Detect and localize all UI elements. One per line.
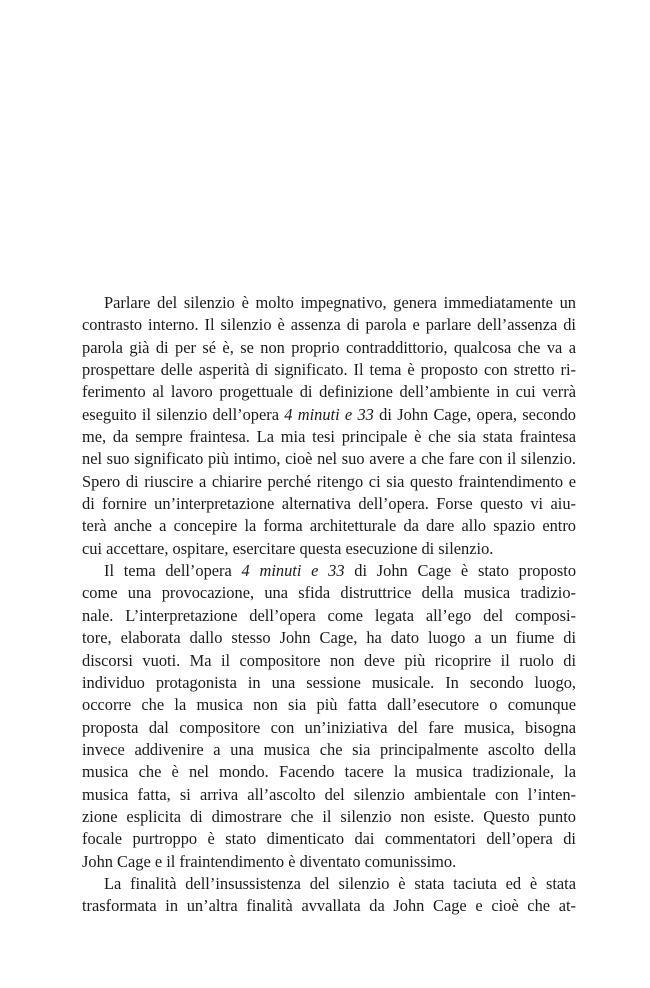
text-line — [82, 717, 576, 739]
text-run: musica fatta, si arriva all’ascolto del silenzio ambientale con l’inten- — [82, 784, 576, 804]
text-line — [82, 784, 576, 806]
text-run: La finalità dell’insussistenza del silenzio è stata taciuta ed è stata — [104, 873, 576, 893]
text-run: contrasto interno. Il silenzio è assenza di parola e parlare dell’assenza di — [82, 315, 576, 335]
text-run: zione esplicita di dimostrare che il silenzio non esiste. Questo punto — [82, 806, 576, 826]
text-run: Parlare del silenzio è molto impegnativo, genera immediatamente un — [104, 293, 576, 312]
text-line — [82, 605, 576, 627]
text-line — [82, 851, 576, 873]
text-run: di John Cage, opera, secondo — [373, 404, 576, 424]
text-run: ferimento al lavoro progettuale di definizione dell’ambiente in cui verrà — [82, 382, 576, 402]
italic-title: 4 minuti e 33 — [284, 404, 374, 424]
text-line — [82, 493, 576, 515]
text-line — [82, 471, 576, 493]
text-line — [82, 873, 576, 895]
text-line — [82, 337, 576, 359]
text-line — [82, 828, 576, 850]
text-run: nale. L’interpretazione dell’opera come legata all’ego del composi- — [82, 605, 576, 625]
text-run: proposta dal compositore con un’iniziativa del fare musica, bisogna — [82, 717, 576, 737]
body-text — [82, 292, 576, 918]
text-run: invece addivenire a una musica che sia principalmente ascolto della — [82, 739, 576, 759]
text-line — [82, 806, 576, 828]
paragraph — [82, 560, 576, 873]
paragraph — [82, 292, 576, 560]
text-line — [82, 359, 576, 381]
text-run: prospettare delle asperità di significato. Il tema è proposto con stretto ri- — [82, 360, 576, 380]
text-line — [82, 404, 576, 426]
text-run: Il tema dell’opera — [104, 561, 242, 581]
text-run: occorre che la musica non sia più fatta dall’esecutore o comunque — [82, 695, 576, 715]
text-run: come una provocazione, una sfida distruttrice della musica tradizio- — [82, 583, 576, 603]
text-line — [82, 515, 576, 537]
text-run: tore, elaborata dallo stesso John Cage, ha dato luogo a un fiume di — [82, 628, 576, 648]
text-line — [82, 650, 576, 672]
text-run: focale purtroppo è stato dimenticato dai commentatori dell’opera di — [82, 829, 576, 849]
text-run: musica che è nel mondo. Facendo tacere la musica tradizionale, la — [82, 762, 576, 782]
text-run: nel suo significato più intimo, cioè nel suo avere a che fare con il silenzio. — [82, 449, 576, 469]
text-run: John Cage e il fraintendimento è diventato comunissimo. — [82, 851, 457, 871]
text-run: parola già di per sé è, se non proprio contraddittorio, qualcosa che va a — [82, 337, 576, 357]
text-line — [82, 739, 576, 761]
paragraph — [82, 873, 576, 918]
text-run: di fornire un’interpretazione alternativa dell’opera. Forse questo vi aiu- — [82, 494, 576, 514]
text-run: di John Cage è stato proposto — [344, 561, 577, 581]
text-line — [82, 761, 576, 783]
text-run: terà anche a concepire la forma architetturale da dare allo spazio entro — [82, 516, 576, 536]
text-run: me, da sempre fraintesa. La mia tesi principale è che sia stata fraintesa — [82, 427, 576, 447]
text-run: Spero di riuscire a chiarire perché ritengo ci sia questo fraintendimento e — [82, 471, 576, 491]
text-line — [82, 538, 576, 560]
text-run: discorsi vuoti. Ma il compositore non deve più ricoprire il ruolo di — [82, 650, 576, 670]
text-line — [82, 560, 576, 582]
text-line — [82, 426, 576, 448]
text-line — [82, 292, 576, 314]
italic-title: 4 minuti e 33 — [241, 561, 345, 581]
text-run: cui accettare, ospitare, esercitare questa esecuzione di silenzio. — [82, 538, 494, 558]
text-line — [82, 694, 576, 716]
text-line — [82, 672, 576, 694]
text-run: individuo protagonista in una sessione musicale. In secondo luogo, — [82, 672, 576, 692]
text-line — [82, 627, 576, 649]
text-line — [82, 895, 576, 917]
text-line — [82, 314, 576, 336]
text-line — [82, 582, 576, 604]
text-run: eseguito il silenzio dell’opera — [82, 404, 285, 424]
text-line — [82, 448, 576, 470]
text-line — [82, 381, 576, 403]
text-run: trasformata in un’altra finalità avvallata da John Cage e cioè che at- — [82, 896, 576, 916]
